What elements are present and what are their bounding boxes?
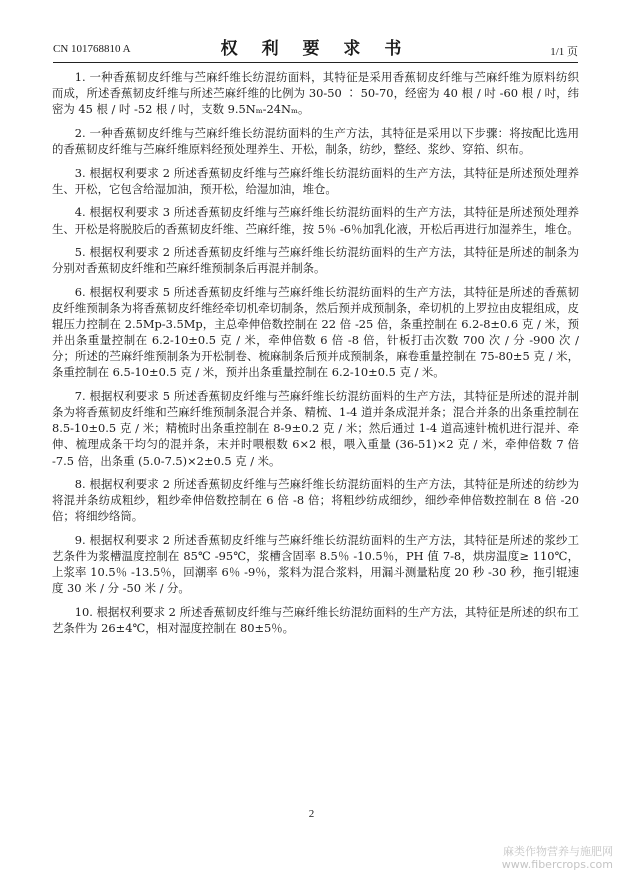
watermark-url: www.fibercrops.com: [501, 858, 613, 871]
claim-6: 6. 根据权利要求 5 所述香蕉韧皮纤维与苎麻纤维长纺混纺面料的生产方法，其特征是所述的香蕉韧皮纤维预制条为将香蕉韧皮纤维经牵切机牵切制条，然后预并成预制条，牵切机的上罗拉由皮辊组成，皮辊压力控制在 2.5Mp-3.5Mp，主总牵伸倍数控制在 22 倍 -25 倍，条重控制在 6.2-8±0.6 克 / 米，预并出条重量控制在 6.2-10±0.5 克 / 米，牵伸倍数 6 倍 -8 倍，针板打击次数 700 次 / 分 -900 次 / 分；所述的苎麻纤维预制条为开松制卷、梳麻制条后预并成预制条，麻卷重量控制在 75-80±5 克 / 米，条重控制在 6.5-10±0.5 克 / 米，预并出条重量控制在 6.2-10±0.5 克 / 米。: [52, 285, 579, 380]
page-info: 1/1 页: [550, 46, 578, 58]
claims-list: [52, 69, 579, 644]
claim-9: 9. 根据权利要求 2 所述香蕉韧皮纤维与苎麻纤维长纺混纺面料的生产方法，其特征是所述的浆纱工艺条件为浆槽温度控制在 85℃ -95℃，浆槽含固率 8.5％ -10.5％，PH 值 7-8，烘房温度≥ 110℃，上浆率 10.5％ -13.5％，回潮率 6％ -9％，浆料为混合浆料，用漏斗测量粘度 20 秒 -30 秒，拖引辊速度 30 米 / 分 -50 米 / 分。: [52, 533, 579, 596]
watermark-site-name: 麻类作物营养与施肥网: [503, 845, 613, 858]
claim-7: 7. 根据权利要求 5 所述香蕉韧皮纤维与苎麻纤维长纺混纺面料的生产方法，其特征是所述的混并制条为将香蕉韧皮纤维和苎麻纤维预制条混合并条、精梳、1-4 道并条成混并条；混合并条的出条重控制在 8.5-10±0.5 克 / 米；精梳时出条重控制在 8-9±0.2 克 / 米；然后通过 1-4 道高速针梳机进行混并、牵伸、梳理成条干均匀的混并条，末并时喂根数 6×2 根，喂入重量 (36-51)×2 克 / 米，牵伸倍数 7 倍 -7.5 倍，出条重 (5.0-7.5)×2±0.5 克 / 米。: [52, 389, 579, 468]
claim-8: 8. 根据权利要求 2 所述香蕉韧皮纤维与苎麻纤维长纺混纺面料的生产方法，其特征是所述的纺纱为将混并条纺成粗纱，粗纱牵伸倍数控制在 6 倍 -8 倍；将粗纱纺成细纱，细纱牵伸倍数控制在 8 倍 -20 倍；将细纱络筒。: [52, 477, 579, 524]
claim-10: 10. 根据权利要求 2 所述香蕉韧皮纤维与苎麻纤维长纺混纺面料的生产方法，其特征是所述的织布工艺条件为 26±4℃，相对湿度控制在 80±5％。: [52, 605, 579, 636]
claim-1: 1. 一种香蕉韧皮纤维与苎麻纤维长纺混纺面料，其特征是采用香蕉韧皮纤维与苎麻纤维为原料纺织而成，所述香蕉韧皮纤维与所述苎麻纤维的比例为 30-50 ∶ 50-70，经密为 40 根 / 吋 -60 根 / 吋，纬密为 45 根 / 吋 -52 根 / 吋，支数 9.5Nₘ-24Nₘ。: [52, 70, 579, 117]
watermark: [502, 845, 613, 871]
claim-3: 3. 根据权利要求 2 所述香蕉韧皮纤维与苎麻纤维长纺混纺面料的生产方法，其特征是所述预处理养生、开松，它包含给湿加油，预开松，给湿加油，堆仓。: [52, 165, 579, 196]
claim-2: 2. 一种香蕉韧皮纤维与苎麻纤维长纺混纺面料的生产方法，其特征是采用以下步骤：将按配比选用的香蕉韧皮纤维与苎麻纤维原料经预处理养生、开松，制条，纺纱，整经、浆纱、穿筘、织布。: [52, 125, 579, 156]
document-header: [53, 34, 578, 63]
claim-5: 5. 根据权利要求 2 所述香蕉韧皮纤维与苎麻纤维长纺混纺面料的生产方法，其特征是所述的制条为分别对香蕉韧皮纤维和苎麻纤维预制条后再混并制条。: [52, 245, 579, 276]
document-title: 权 利 要 求 书: [220, 39, 411, 59]
claim-4: 4. 根据权利要求 3 所述香蕉韧皮纤维与苎麻纤维长纺混纺面料的生产方法，其特征是所述预处理养生、开松是将脱胶后的香蕉韧皮纤维、苎麻纤维，按 5％ -6％加乳化液，开松后再进行加湿养生，堆仓。: [52, 205, 579, 236]
page-number: 2: [308, 808, 315, 820]
publication-number: CN 101768810 A: [53, 43, 131, 55]
